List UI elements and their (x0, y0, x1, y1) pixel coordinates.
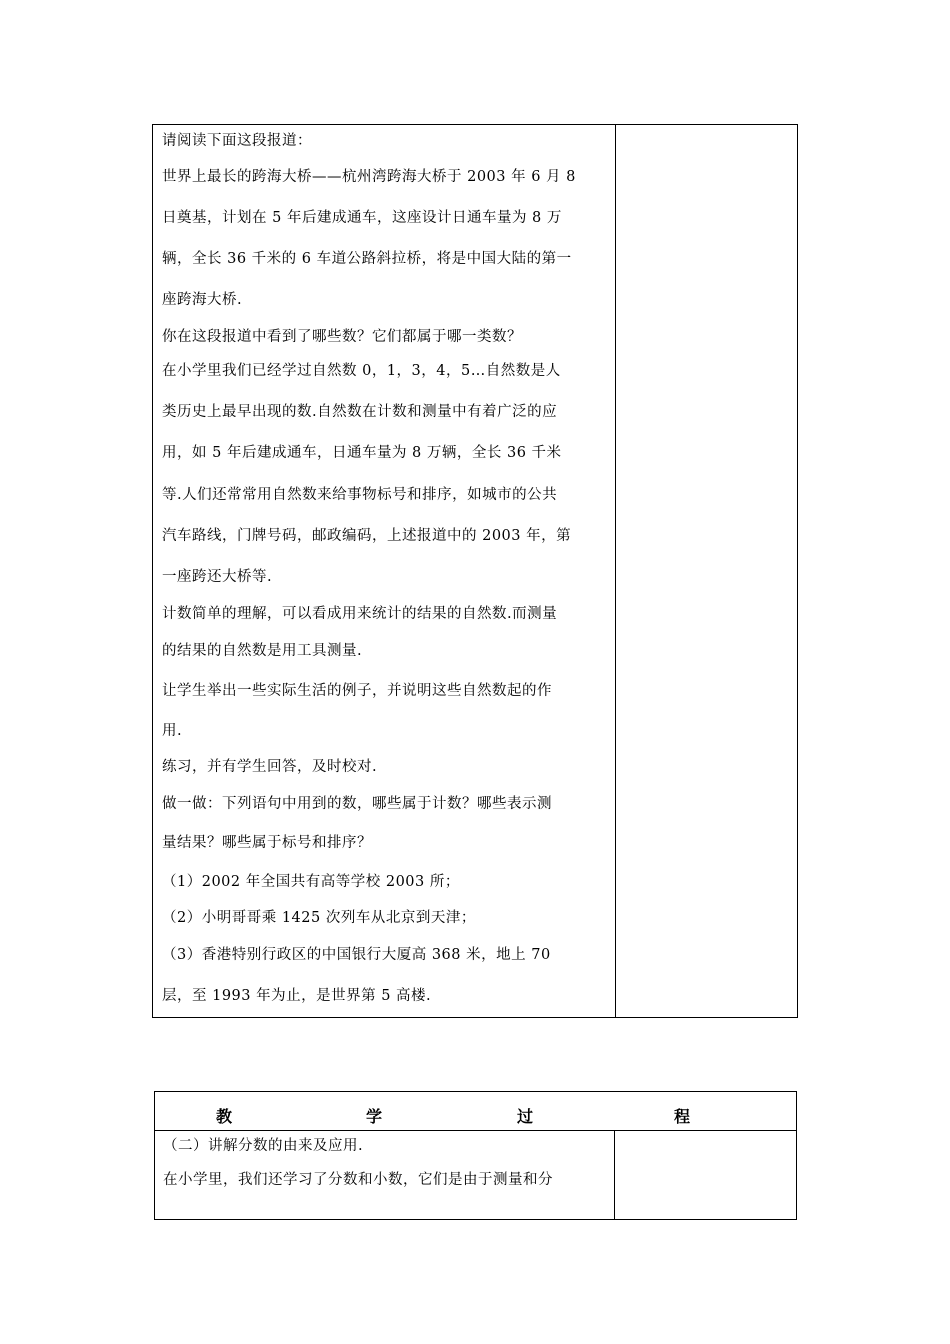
header-char-xue: 学 (366, 1107, 383, 1126)
text-line: 量结果？哪些属于标号和排序？ (162, 835, 372, 851)
text-line: 座跨海大桥. (162, 292, 243, 308)
text-line: 一座跨还大桥等. (162, 569, 273, 585)
text-line: 在小学里，我们还学习了分数和小数，它们是由于测量和分 (163, 1172, 553, 1188)
lesson-table-1 (152, 124, 798, 1018)
text-line: 用，如 5 年后建成通车，日通车量为 8 万辆，全长 36 千米 (162, 445, 562, 461)
text-line: 层，至 1993 年为止，是世界第 5 高楼. (162, 988, 432, 1004)
lesson-table-2 (154, 1091, 797, 1220)
text-line: （3）香港特别行政区的中国银行大厦高 368 米，地上 70 (162, 947, 551, 963)
text-line: 让学生举出一些实际生活的例子，并说明这些自然数起的作 (162, 683, 552, 699)
header-char-jiao: 教 (216, 1107, 233, 1126)
text-line: 请阅读下面这段报道： (162, 133, 312, 149)
notes-cell-2 (615, 1131, 796, 1219)
text-line: 汽车路线，门牌号码，邮政编码，上述报道中的 2003 年，第 (162, 528, 572, 544)
text-line: 世界上最长的跨海大桥——杭州湾跨海大桥于 2003 年 6 月 8 (162, 169, 576, 185)
text-line: 做一做：下列语句中用到的数，哪些属于计数？哪些表示测 (162, 796, 552, 812)
text-line: 辆，全长 36 千米的 6 车道公路斜拉桥，将是中国大陆的第一 (162, 251, 572, 267)
text-line: （1）2002 年全国共有高等学校 2003 所； (162, 874, 460, 890)
text-line: 你在这段报道中看到了哪些数？它们都属于哪一类数？ (162, 329, 522, 345)
text-line: 等.人们还常常用自然数来给事物标号和排序，如城市的公共 (162, 487, 558, 503)
text-line: 类历史上最早出现的数.自然数在计数和测量中有着广泛的应 (162, 404, 558, 420)
text-line: 日奠基，计划在 5 年后建成通车，这座设计日通车量为 8 万 (162, 210, 562, 226)
notes-cell-1 (616, 125, 797, 1017)
text-line: 练习，并有学生回答，及时校对. (162, 759, 378, 775)
text-line: （2）小明哥哥乘 1425 次列车从北京到天津； (162, 910, 476, 926)
text-line: （二）讲解分数的由来及应用. (163, 1138, 364, 1154)
text-line: 计数简单的理解，可以看成用来统计的结果的自然数.而测量 (162, 606, 558, 622)
text-line: 的结果的自然数是用工具测量. (162, 643, 363, 659)
text-line: 在小学里我们已经学过自然数 0，1，3，4，5…自然数是人 (162, 363, 561, 379)
header-char-guo: 过 (517, 1107, 534, 1126)
header-char-cheng: 程 (674, 1107, 691, 1126)
text-line: 用. (162, 723, 183, 739)
